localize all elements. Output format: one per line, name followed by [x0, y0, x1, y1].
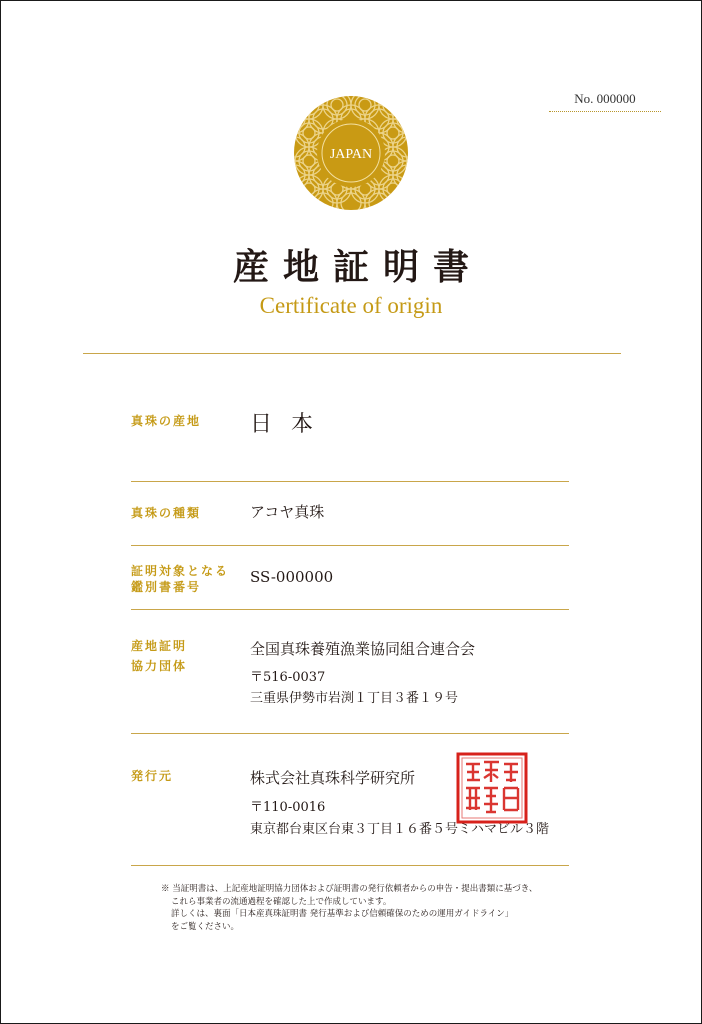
- pearl-type-label: 真珠の種類: [131, 506, 202, 520]
- footnote-line: をご覧ください。: [171, 921, 240, 932]
- pearl-wave-emblem-icon: [293, 95, 409, 211]
- cooperating-org-name: 全国真珠養殖漁業協同組合連合会: [250, 640, 476, 658]
- issuer-label: 発行元: [131, 769, 174, 783]
- appraisal-label: [131, 563, 229, 595]
- divider: [131, 609, 569, 610]
- divider: [131, 481, 569, 482]
- appraisal-number-value: SS-000000: [250, 568, 334, 586]
- pearl-type-value: アコヤ真珠: [250, 503, 325, 521]
- divider: [131, 545, 569, 546]
- red-company-seal-icon: [456, 752, 528, 824]
- page-title: 産地証明書: [232, 246, 483, 288]
- appraisal-label-line2: 鑑別書番号: [131, 580, 202, 594]
- issuer-postal: 〒110-0016: [250, 800, 326, 815]
- footnote-line: 詳しくは、裏面「日本産真珠証明書 発行基準および信頼確保のための運用ガイドライン」: [171, 909, 514, 919]
- appraisal-label-line1: 証明対象となる: [131, 564, 230, 578]
- issuer-name: 株式会社真珠科学研究所: [250, 769, 416, 787]
- cooperating-org-label: [131, 636, 187, 676]
- footnote-line: ※ 当証明書は、上記産地証明協力団体および証明書の発行依頼者からの申告・提出書類に基づき、: [161, 884, 538, 894]
- footnote-line: これら事業者の流通過程を確認した上で作成しています。: [171, 896, 392, 907]
- origin-label: 真珠の産地: [131, 414, 202, 428]
- page-subtitle: Certificate of origin: [259, 293, 443, 318]
- document-number: No. 000000: [549, 91, 661, 112]
- divider: [131, 865, 569, 866]
- cooperating-org-postal: 〒516-0037: [250, 670, 326, 685]
- footnote: [161, 883, 601, 933]
- cooperating-org-address: 三重県伊勢市岩渕１丁目３番１９号: [250, 691, 459, 706]
- origin-value: 日 本: [250, 412, 319, 437]
- cooperating-org-label-line2: 協力団体: [131, 659, 188, 673]
- header-divider: [83, 353, 621, 354]
- logo-text: JAPAN: [329, 147, 373, 162]
- issuer-address: 東京都台東区台東３丁目１６番５号ミハマビル３階: [250, 822, 550, 837]
- divider: [131, 733, 569, 734]
- cooperating-org-label-line1: 産地証明: [131, 639, 188, 653]
